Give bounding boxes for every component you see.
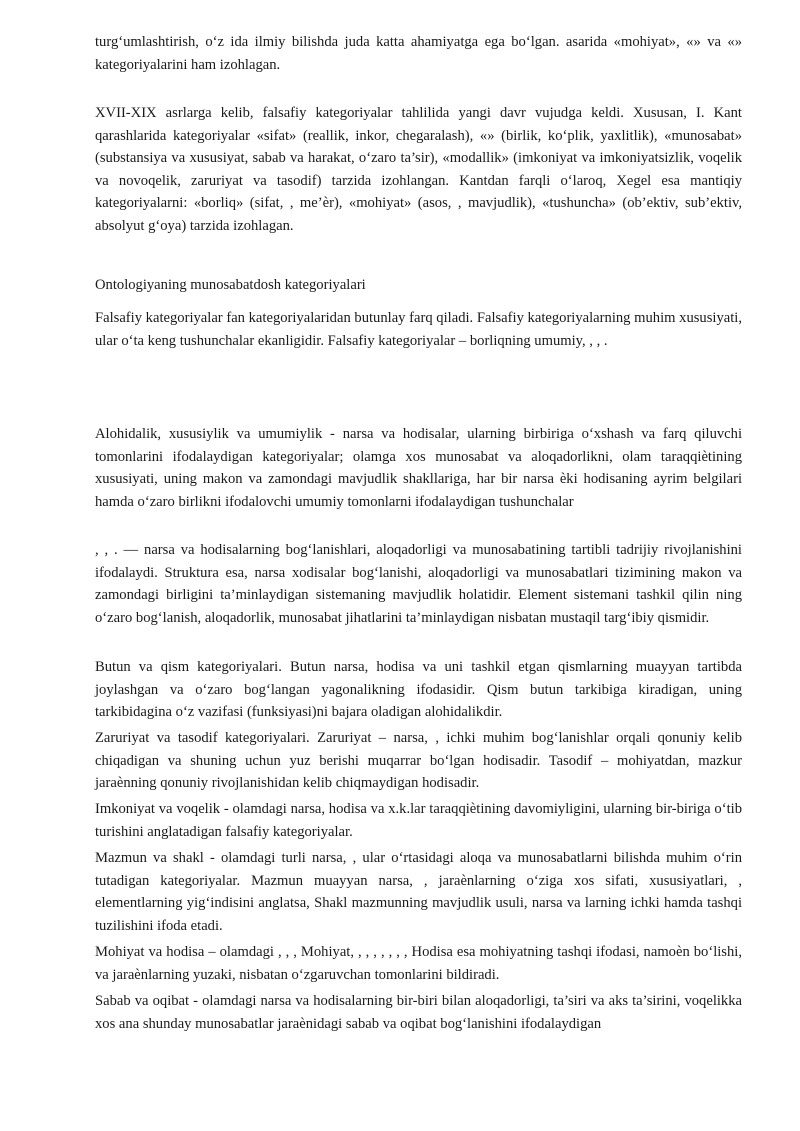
paragraph-cause-effect: Sabab va oqibat - olamdagi narsa va hodisalarning bir-biri bilan aloqadorligi, ta’siri va aks ta’sirini, voqelikka xos ana shunday munosabatlar jaraènidagi sabab va oqibat bog‘lanishini ifodalaydigan bbox=[95, 993, 742, 1032]
paragraph-possibility-reality: Imkoniyat va voqelik - olamdagi narsa, hodisa va x.k.lar taraqqiètining davomiyligini, ularning bir-biriga o‘tib turishini anglatadigan falsafiy kategoriyalar. bbox=[95, 801, 742, 840]
paragraph-kant-hegel: XVII-XIX asrlarga kelib, falsafiy kategoriyalar tahlilida yangi davr vujudga keldi. Xususan, I. Kant qarashlarida kategoriyalar «sifat» (reallik, inkor, chegaralash), «» (birlik, ko‘plik, yaxlitlik), «munosabat» (substansiya va xususiyat, sabab va harakat, o‘zaro ta’sir), «modallik» (imkoniyat va imkoniyatsizlik, voqelik va novoqelik, zaruriyat va tasodif) tarzida izohlangan. Kantdan farqli o‘laroq, Xegel esa mantiqiy kategoriyalarni: «borliq» (sifat, , me’èr), «mohiyat» (asos, , mavjudlik), «tushuncha» (ob’ektiv, sub’ektiv, absolyut g‘oya) tarzida izohlagan. bbox=[95, 105, 742, 234]
section-heading: Ontologiyaning munosabatdosh kategoriyalari bbox=[95, 277, 366, 293]
paragraph-whole-part: Butun va qism kategoriyalari. Butun narsa, hodisa va uni tashkil etgan qismlarning muayyan tartibda joylashgan va o‘zaro bog‘langan yagonalikning ifodasidir. Qism butun tarkibiga kiradigan, uning tarkibidagina o‘z vazifasi (funksiyasi)ni bajara oladigan alohidalikdir. bbox=[95, 659, 742, 720]
paragraph-categories-definition: Falsafiy kategoriyalar fan kategoriyalaridan butunlay farq qiladi. Falsafiy kategoriyalarning muhim xususiyati, ular o‘ta keng tushunchalar ekanligidir. Falsafiy kategoriyalar – borliqning umumiy, , , . bbox=[95, 310, 742, 349]
paragraph-necessity-chance: Zaruriyat va tasodif kategoriyalari. Zaruriyat – narsa, , ichki muhim bog‘lanishlar orqali qonuniy kelib chiqadigan va shuning uchun yuz berishi muqarrar bo‘lgan hodisadir. Tasodif – mohiyatdan, mazkur jaraènning qonuniy rivojlanishidan kelib chiqmaydigan hodisadir. bbox=[95, 730, 742, 791]
paragraph-system-structure: , , . — narsa va hodisalarning bog‘lanishlari, aloqadorligi va munosabatining tartibli tadrijiy rivojlanishini ifodalaydi. Struktura esa, narsa xodisalar bog‘lanishi, aloqadorligi va munosabatlari tizimining makon va zamondagi birligini ta’minlaydigan sistemaning mavjudlik holatidir. Element sistemani tashkil qilin ning o‘zaro bog‘lanish, aloqadorlik, munosabat jihatlarini ta’minlaydigan nisbatan mustaqil targ‘ibiy qismidir. bbox=[95, 542, 742, 626]
paragraph-individual-general: Alohidalik, xususiylik va umumiylik - narsa va hodisalar, ularning birbiriga o‘xshash va farq qiluvchi tomonlarini ifodalaydigan kategoriyalar; olamga xos munosabat va aloqadorlikni, olam taraqqiètining xususiyati, uning makon va zamondagi mavjudlik shakllariga, har bir narsa èki hodisaning ayrim belgilari hamda o‘zaro birlikni ifodalovchi umumiy tomonlarni ifodalaydigan tushunchalar bbox=[95, 426, 742, 510]
paragraph-intro-continuation: turg‘umlashtirish, o‘z ida ilmiy bilishda juda katta ahamiyatga ega bo‘lgan. asarida «mohiyat», «» va «» kategoriyalarini ham izohlagan. bbox=[95, 34, 742, 73]
paragraph-essence-phenomenon: Mohiyat va hodisa – olamdagi , , , Mohiyat, , , , , , , , Hodisa esa mohiyatning tashqi ifodasi, namoèn bo‘lishi, va jaraènlarning yuzaki, nisbatan o‘zgaruvchan tomonlarini bildiradi. bbox=[95, 944, 742, 983]
paragraph-content-form: Mazmun va shakl - olamdagi turli narsa, , ular o‘rtasidagi aloqa va munosabatlarni bilishda muhim o‘rin tutadigan kategoriyalar. Mazmun muayyan narsa, , jaraènlarning o‘ziga xos sifati, xususiyatlari, , elementlarning yig‘indisini anglatsa, Shakl mazmunning mavjudlik usuli, narsa va larning ichki hamda tashqi tuzilishini ifoda etadi. bbox=[95, 850, 742, 934]
